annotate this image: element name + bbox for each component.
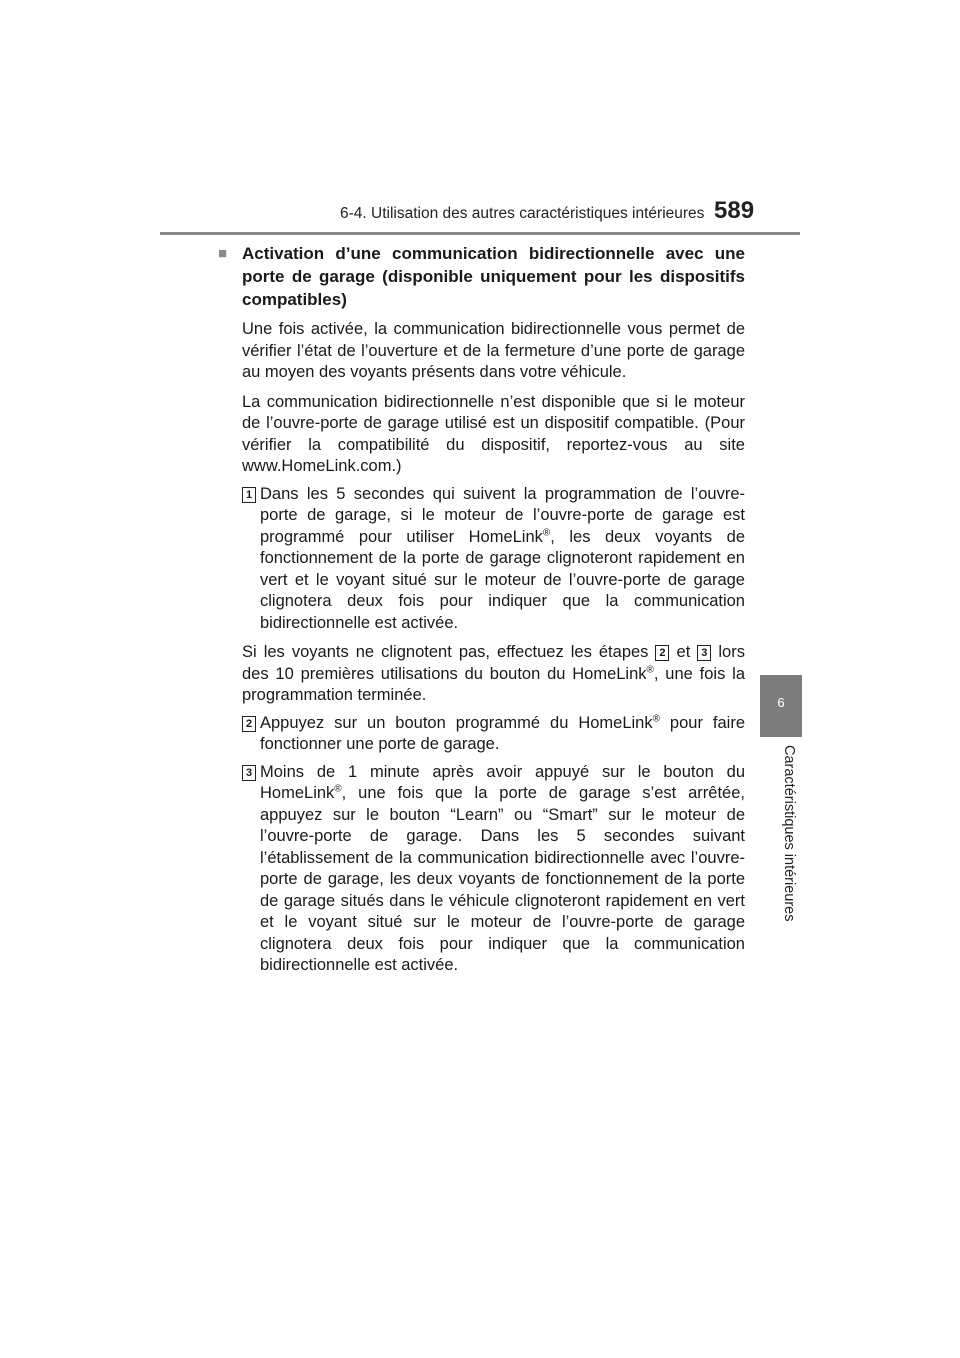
step-number-box: 2 bbox=[242, 716, 256, 732]
paragraph-compatibility bbox=[218, 392, 745, 478]
step-text: Dans les 5 secondes qui suivent la programmation de l’ouvre-porte de garage, si le moteur de l’ouvre-porte de garage est programmé pour utiliser HomeLink®, les deux voyants de fonctionnement de la porte de garage clignoteront rapidement en vert et le voyant situé sur le moteur de l’ouvre-porte de garage clignotera deux fois pour indiquer que la communication bidirectionnelle est activée. bbox=[260, 484, 745, 632]
step-text: Moins de 1 minute après avoir appuyé sur le bouton du HomeLink®, une fois que la porte de garage s’est arrêtée, appuyez sur le bouton “Learn” ou “Smart” sur le moteur de l’ouvre-porte de garage. Dans les 5 secondes suivant l’établissement de la communication bidirectionnelle avec l’ouvre-porte de garage, les deux voyants de fonctionnement de la porte de garage situés dans le véhicule clignoteront rapidement en vert et le voyant situé sur le moteur de l’ouvre-porte de garage clignotera deux fois pour indiquer que la communication bidirectionnelle est activée. bbox=[260, 762, 745, 974]
step-ref-box: 3 bbox=[697, 645, 711, 661]
section-heading bbox=[218, 242, 745, 311]
chapter-number: 6 bbox=[777, 695, 785, 710]
page-number: 589 bbox=[714, 197, 755, 224]
step-2 bbox=[218, 713, 745, 756]
step-3 bbox=[218, 762, 745, 977]
paragraph-text: Si les voyants ne clignotent pas, effectuez les étapes 2 et 3 lors des 10 premières utilisations du bouton du HomeLink®, une fois la programmation terminée. bbox=[242, 643, 745, 704]
step-text: Appuyez sur un bouton programmé du HomeLink® pour faire fonctionner une porte de garage. bbox=[260, 713, 745, 753]
step-1 bbox=[218, 484, 745, 635]
page-content bbox=[218, 242, 745, 977]
chapter-label: Caractéristiques intérieures bbox=[781, 745, 797, 922]
section-title: 6-4. Utilisation des autres caractéristiques intérieures bbox=[340, 205, 705, 222]
paragraph-intro bbox=[218, 319, 745, 384]
paragraph-text: Une fois activée, la communication bidirectionnelle vous permet de vérifier l’état de l’ouverture et de la fermeture d’une porte de garage au moyen des voyants présents dans votre véhicule. bbox=[242, 320, 745, 381]
paragraph-text: La communication bidirectionnelle n’est disponible que si le moteur de l’ouvre-porte de garage utilisé est un dispositif compatible. (Pour vérifier la compatibilité du dispositif, reportez-vous au site www.HomeLink.com.) bbox=[242, 392, 745, 475]
header-divider bbox=[160, 232, 800, 235]
step-number-box: 1 bbox=[242, 487, 256, 503]
step-number-box: 3 bbox=[242, 765, 256, 781]
square-bullet-icon: ■ bbox=[218, 245, 228, 262]
chapter-tab bbox=[760, 675, 802, 737]
step-ref-box: 2 bbox=[655, 645, 669, 661]
heading-text: Activation d’une communication bidirectionnelle avec une porte de garage (disponible uniquement pour les dispositifs compatibles) bbox=[242, 244, 745, 309]
paragraph-retry bbox=[218, 642, 745, 707]
